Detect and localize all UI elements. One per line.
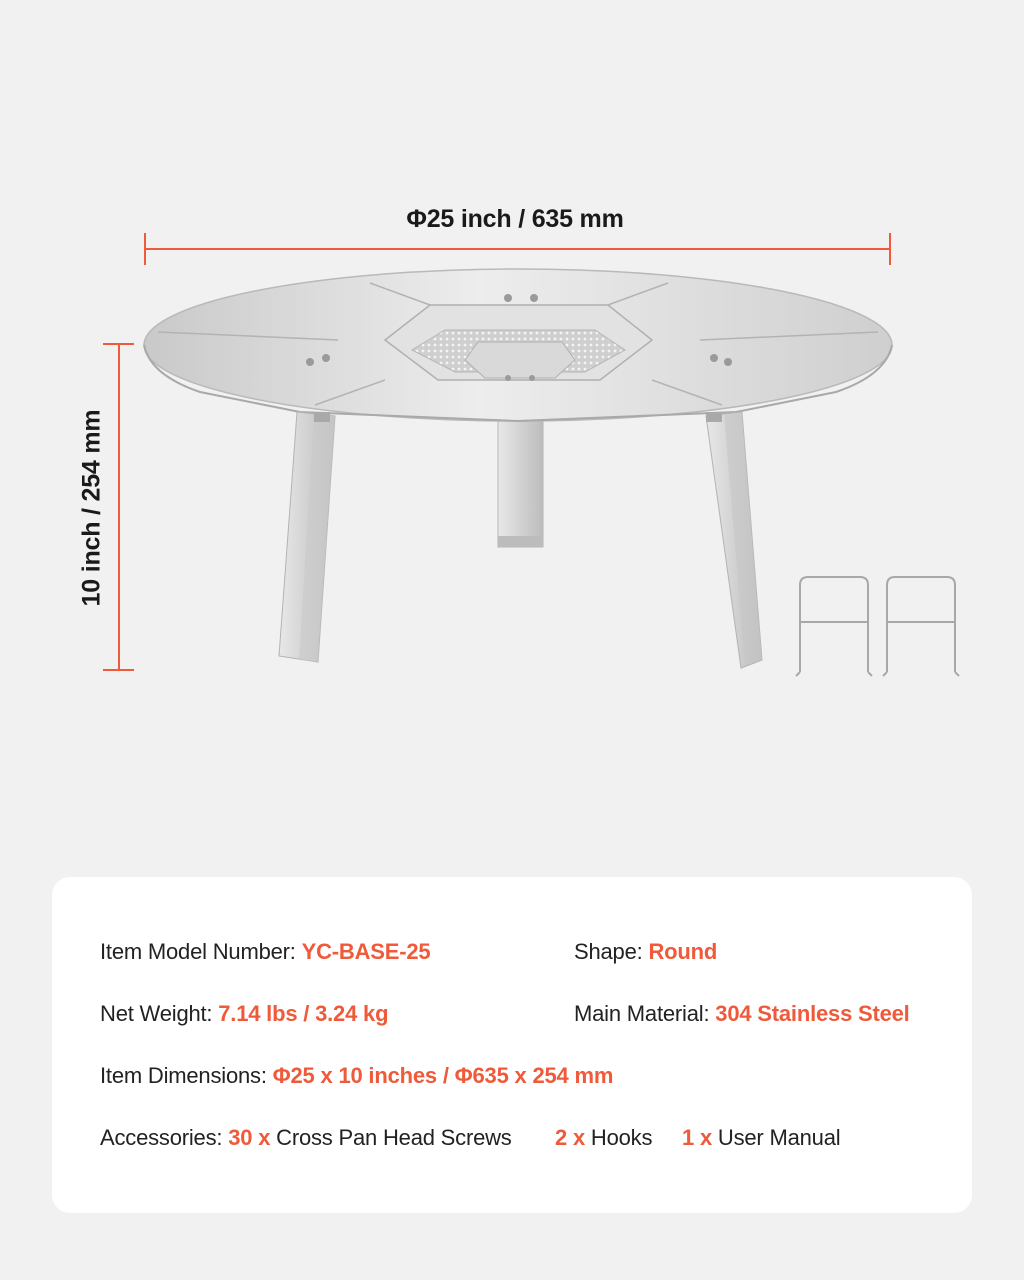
item-dimensions-row (100, 1063, 613, 1089)
net-weight-row (100, 1001, 388, 1027)
left-leg (279, 412, 335, 662)
hooks-illustration (796, 577, 959, 676)
screws-name: Cross Pan Head Screws (270, 1125, 512, 1150)
net-weight-value: 7.14 lbs / 3.24 kg (218, 1001, 389, 1026)
model-number-value: YC-BASE-25 (301, 939, 431, 964)
shape-value: Round (648, 939, 718, 964)
width-dimension-label: Φ25 inch / 635 mm (406, 205, 624, 233)
back-leg (498, 420, 543, 547)
model-number-label: Item Model Number: (100, 939, 302, 964)
item-dimensions-value: Φ25 x 10 inches / Φ635 x 254 mm (272, 1063, 614, 1088)
net-weight-label: Net Weight: (100, 1001, 219, 1026)
item-dimensions-label: Item Dimensions: (100, 1063, 273, 1088)
manual-name: User Manual (711, 1125, 841, 1150)
manual-accessory (682, 1125, 840, 1151)
hooks-name: Hooks (584, 1125, 653, 1150)
shape-label: Shape: (574, 939, 649, 964)
manual-quantity: 1 x (682, 1125, 712, 1150)
round-top-plate (144, 269, 892, 421)
main-material-value: 304 Stainless Steel (715, 1001, 910, 1026)
accessories-label: Accessories: (100, 1125, 229, 1150)
right-leg (706, 412, 762, 668)
model-number-row (100, 939, 430, 965)
shape-row (574, 939, 717, 965)
accessories-row (100, 1125, 512, 1151)
main-material-label: Main Material: (574, 1001, 716, 1026)
main-material-row (574, 1001, 910, 1027)
height-dimension-line (103, 344, 134, 670)
width-dimension-line (145, 233, 890, 265)
hooks-quantity: 2 x (555, 1125, 585, 1150)
screws-quantity: 30 x (228, 1125, 271, 1150)
height-dimension-label: 10 inch / 254 mm (77, 409, 106, 607)
specifications-card (52, 877, 972, 1213)
hooks-accessory (555, 1125, 652, 1151)
